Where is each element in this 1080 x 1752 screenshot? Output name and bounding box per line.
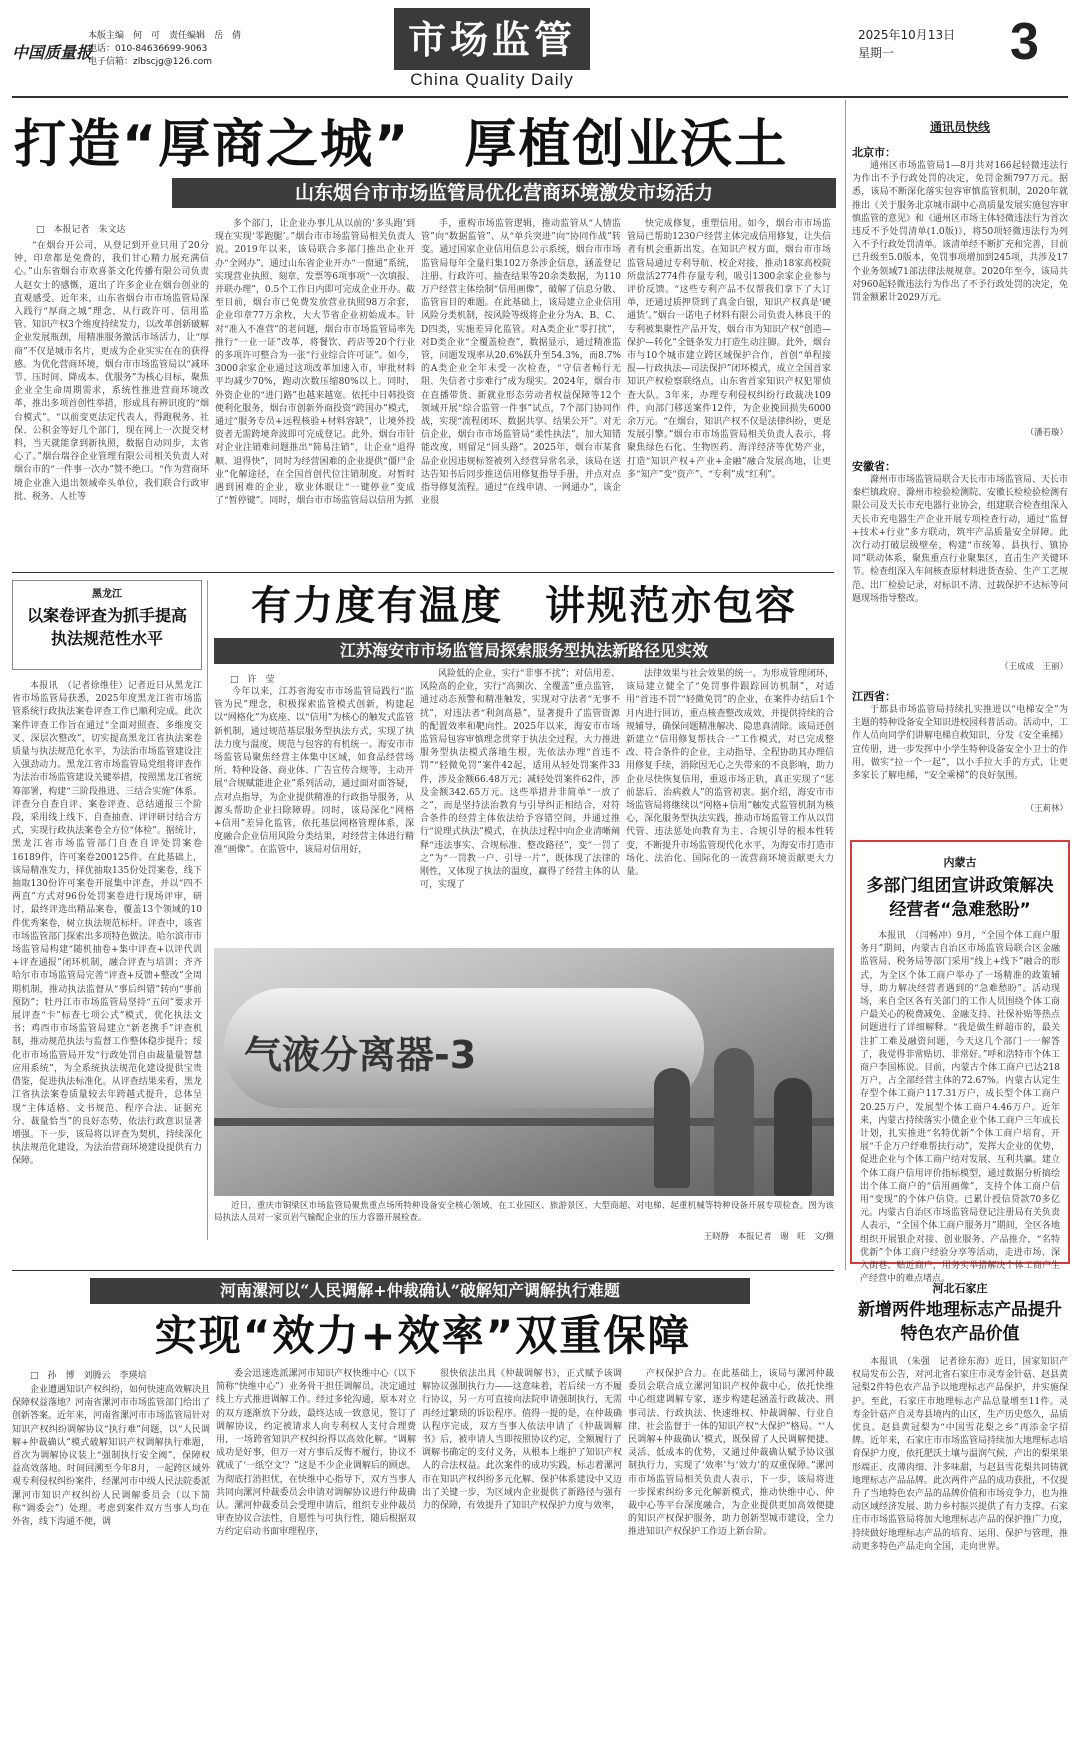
heilongjiang-headline-box	[12, 580, 202, 670]
henan-column-1: 企业遭遇知识产权纠纷，如何快速高效解决且保障权益落地？河南省漯河市市场监管部门给出了创新答案。近年来，河南省漯河市市场监管局针对知识产权纠纷调解协议“执行难”问题，以“人民调解+仲裁确认”模式破解知识产权调解执行难题，首次为调解协议装上“强制执行安全阀”，保障权益高效落地。时间回溯至今年8月，一起跨区域外观专利侵权纠纷案件，经漯河市中级人民法院委派漯河市知识产权纠纷人民调解委员会（以下简称“调委会”）处理。考虑到案件双方当事人均在外省，线下沟通不便，调	[12, 1385, 211, 1528]
inspector-figure-3	[774, 1078, 812, 1196]
flash-item-jiangxi: 江西省： 于都县市场监管局持续扎实推进以“电梯安全”为主题的特种设备安全知识进校园科普活动。活动中，工作人员向同学们讲解电梯自救知识，分发《安全乘梯》宣传册，进一步发挥中小学生特种设备安全小卫士的作用，做实“拉一个一起”，以小手拉大手的方式，让更多家长了解电梯，“安全乘梯”的良好氛围。 （王莉林）	[852, 690, 1069, 814]
photo-caption: 近日，重庆市铜梁区市场监管局聚焦重点场所特种设备安全核心领域，在工业园区、旅游景区、大型商超、对电梯、起重机械等特种设备开展专项检查。图为该局执法人员对一家页岩气输配企业的压力容器开展检查。	[214, 1201, 834, 1223]
hebei-article	[852, 1274, 1068, 1746]
left-column-rule	[207, 580, 208, 1240]
heilongjiang-body: 本报讯 （记者徐维佳）记者近日从黑龙江省市场监管局获悉，2025年度黑龙江省市场监管系统行政执法案卷评查工作已顺利完成。此次案件评查工作旨在通过“全面对照查、多维度交叉、深层次整改”，切实提高黑龙江省执法案卷质量与执法规范化水平，为法治市场监管建设注入强劲动力。黑龙江省市场监管局党组将评查作为法治市场监管建设关键举措，按照黑龙江省统筹部署，构建“三阶段推进、三结合实施”体系。评查分自查自评、案卷评查、总结通报三个阶段，采用线上线下、自查抽查、评评研讨结合方式，实现行政执法案卷全方位“体检”。据统计，黑龙江省市场监管部门自查自评处罚案卷16189件，许可案卷200125件。在此基础上，该局精准发力，择优抽取135份处罚案卷，线下抽取130份许可案卷开展集中评查，并以“四不两直”方式对96份处罚案卷进行现场评审，研讨，最终评选出精品案卷，覆盖13个领域的10件优秀案卷，树立执法规范标杆。评查中，该省市场监管部门探索出多项特色做法。哈尔滨市市场监管局构建“随机抽卷+集中评查+以评代训+评查通报”闭环机制，融合评查与培训；齐齐哈尔市市场监管局完善“评查+反馈+整改”全周期机制，推动执法监督从“事后纠错”转向“事前预防”；牡丹江市市场监管局坚持“五问”要求开展评查“卡”标查七项公式”模式，优化执法文书；鸡西市市场监管局建立“新老携手”评查机制，推动规范执法与监督工作整体稳步提升；绥化市市场监管局开发“行政处罚自由裁量量智慧应用系统”，为全系统执法规范化建设提供宝贵借鉴，促进执法标准化。从评查结果来看，黑龙江省执法案卷质量较去年跨越式提升，总体呈现“主体适格、文书规范、程序合法、证据充分、裁量恰当”的良好态势，依法行政意识显著增强。下一步，该局将以评查为契机，持续深化执法规范化建设，为法治营商环境建设提供有力保障。	[12, 681, 202, 1167]
jiangsu-headline: 有力度有温度 讲规范亦包容	[251, 583, 797, 629]
right-column-rule	[845, 100, 846, 1270]
lead-column-3: 手，重构市场监管逻辑，推动监管从“人情监管”向“数据监管”、从“单兵突进”向“协同作战”转变。通过国家企业信用信息公示系统，烟台市市场监管局每年全量归集102万条涉企信息，涵盖登记注册、行政许可、抽查结果等20余类数据，为110万户经营主体绘制“信用画像”，破解了信息分散、监管盲目的难题。在此基础上，该局建立企业信用风险分类机制，按风险等级将企业分为A、B、C、D四类，实施差异化监管。对A类企业“零打扰”，对D类企业“全覆盖检查”，数据显示，通过精准监管，问题发现率从20.6%跃升至54.3%，而8.7%的A类企业全年未受一次检查，“守信者畅行无阻、失信者寸步难行”成为现实。2024年，烟台市在直播带货、新就业形态劳动者权益保障等12个领域开展“综合监管一件事”试点，7个部门协同作战，实现“流程闭环、数据共享、结果公开”。对无信企业，烟台市市场监管局“柔性执法”，加大知错能改度，则留足“回头路”。2025年，烟台市某食品企业因违规标签被列入经营异常名录，该局在送达告知书后同步推送信用修复指导手册，并点对点指导修复流程。通过“在线申请、一网通办”，该企业很	[421, 219, 622, 507]
henan-column-4: 产权保护合力。在此基础上，该局与漯河仲裁委员会联合成立漯河知识产权仲裁中心，依托快维中心组建调解专家，逐步构建起涵盖行政裁决、刑事司法、行政执法、快速维权、仲裁调解、行业自律、社会监督于一体的知识产权“大保护”格局。“‘人民调解+仲裁确认’模式，既保留了人民调解便捷、灵活、低成本的优势，又通过仲裁确认赋予协议强制执行力，实现了‘效率’与‘效力’的双重保障。”漯河市市场监管局相关负责人表示，下一步，该局将进一步探索纠纷多元化解新模式，推动快维中心、仲裁中心等平台深度融合，为企业提供更加高效便捷的知识产权保护服务，助力创新型城市建设，全力推进知识产权保护工作迈上新台阶。	[628, 1369, 834, 1538]
lead-column-4: 快完成修复，重塑信用。如今，烟台市市场监管局已帮助1230户经营主体完成信用修复，让失信者有机会重新出发。在知识产权方面，烟台市市场监管局通过专利导航、校企对接，推动18家高校院所盘活2774件存量专利，吸引1300余家企业参与评价反馈。“这些专利产品不仅帮我们拿下了大订单，还通过质押贷到了真金白银，知识产权真是‘硬通货’。”烟台一诺电子材料有限公司负责人林良干的专利被集聚性产品开发，烟台市为知识产权“创造—保护—转化”全链条发力打造生动注脚。此外，烟台市与10个城市建立跨区域保护合作，首创“单程接报—行政执法—司法保护”闭环模式，成立全国首家知识产权检察联络点，山东省首家知识产权犯罪侦查大队。3年来，办理专利侵权纠纷行政裁决109件，向部门移送案件12件，为企业挽回损失6000余万元。“在烟台，知识产权不仅是法律纠纷，更是发展引擎。”烟台市市场监管局相关负责人表示，将聚焦绿色石化、生物医药、海洋经济等优势产业，打造“知识产权+产业+金融”融合发展高地，让更多“知产”变“资产”、“专利”成“红利”。	[627, 219, 831, 480]
henan-banner: 河南漯河以“人民调解+仲裁确认”破解知产调解执行难题	[90, 1278, 750, 1304]
inspector-figure-1	[654, 1068, 690, 1188]
section-rule-bottom	[12, 1270, 834, 1271]
jiangsu-column-2: 风险低的企业，实行“非事不扰”；对信用差、风险高的企业，实行“高频次、全覆盖”重点监管，通过动态预警和精准触发，实现对守法者“无事不扰”，对违法者“利剑高悬”，显著提升了监管资源的配置效率和靶向性。2025年以来，海安市市场监管局包容审慎理念贯穿于执法全过程，大力推进服务型执法模式落地生根，先依法办理“首违不罚”“轻微免罚”案件42起，适用从轻处罚案件33件，涉及金额66.48万元；减轻处罚案件62件，涉及金额342.65万元。这些举措并非简单“一放了之”，而是坚持法治教育与引导纠正相结合，对符合条件的经营主体依法给予容错空间，并通过推行“说理式执法”模式，在执法过程中向企业清晰阐释“违法事实、合规标准、整改路径”，变“一罚了之”为“一罚教一户、引导一片”，既体现了法律的刚性，又体现了执法的温度，赢得了经营主体的认可，实现了	[420, 669, 620, 891]
lead-headline: 打造“厚商之城” 厚植创业沃土	[14, 115, 789, 175]
henan-headline: 实现“效力+效率”双重保障	[154, 1311, 692, 1360]
lead-byline: □ 本报记者 朱文达	[36, 225, 126, 235]
neimenggu-article-box	[850, 840, 1070, 1285]
tank-label: 气液分离器-3	[244, 1033, 477, 1077]
lead-column-1: “在烟台开公司，从登记到开业只用了20分钟，印章都是免费的，我们甘心精力展充满信心。”山东省烟台市欢喜茶文化传播有限公司负责人赵女士的感慨，道出了许多企业在烟台创业的直观感受。近年来，山东省烟台市市场监管局深入践行“厚商之城”理念，从行政许可、信用监管、知识产权3个维度持续发力，以改革创新破解企业发展瓶颈，用精准服务激活市场活力，让“厚商”不仅是城市名片，更成为企业实实在在的获得感。为优化营商环境，烟台市市场监管局以“减环节、压时间、降成本、优服务”为核心目标，聚焦企业全生命周期需求，系统性推进营商环境改革，推出多项首创性举措，形成具有辨识度的“烟台模式”。“以前变更法定代表人，得跑税务、社保、公积金等好几个部门，现在网上一次提交材料，当天就能拿到新执照，数据自动同步，太省心了。”烟台瑞谷企业管理有限公司相关负责人对烟台市的“一件事一次办”赞不绝口。“作为营商环境企业准入退出领域牵头单位，我们联合行政审批、税务、人社等	[14, 241, 209, 502]
flash-news-label: 通讯员快线	[929, 120, 990, 134]
page-number: 3	[1010, 13, 1039, 71]
henan-column-3: 很快依法出具《仲裁调解书》，正式赋予该调解协议强制执行力——这意味着，若后续一方不履行协议，另一方可直接向法院申请强制执行，无需再经过繁琐的诉讼程序。值得一提的是，在仲裁确认程序完成，双方当事人依法申请了《仲裁调解书》后，被申请人当即按照协议约定，全额履行了调解书确定的支付义务，从根本上维护了知识产权人的合法权益。此次案件的成功实践，标志着漯河市在知识产权纠纷多元化解、保护体系建设中又迈出了关键一步，为区域内企业提供了新路径与强有力的保障，有效提升了知识产权保护力度与效率，	[422, 1369, 622, 1512]
neimenggu-region: 内蒙古	[943, 856, 977, 869]
heilongjiang-region: 黑龙江	[92, 589, 122, 600]
section-title: 市场监管	[394, 8, 590, 70]
section-subtitle: China Quality Daily	[410, 70, 574, 89]
henan-column-2: 委会迅速选派漯河市知识产权快维中心（以下简称“快维中心”）业务骨干担任调解员，决定通过线上方式推进调解工作。经过多轮沟通，原本对立的双方逐渐放下分歧，最终达成一致意见，签订了调解协议，约定被请求人向专利权人支付合理费用，一场跨省知识产权纠纷得以高效化解。“调解成功是好事，但万一对方事后反悔不履行，协议不就成了‘一纸空文’？”这是不少企业调解后的顾虑。为彻底打消担忧，在快维中心指导下，双方当事人共同向漯河仲裁委员会申请对调解协议进行仲裁确认。漯河仲裁委员会受理申请后，组织专业仲裁员审查协议合法性，自愿性与可执行性，随后根据双方约定启动书面审理程序，	[216, 1369, 416, 1538]
lead-subtitle: 山东烟台市市场监管局优化营商环境激发市场活力	[172, 178, 836, 208]
jiangsu-column-3: 法律效果与社会效果的统一。为形成管理闭环，该局建立健全了“免罚事件跟踪回访机制”，对适用“首违不罚”“轻微免罚”的企业，在案件办结后1个月内进行回访，重点核查整改成效，并提供持续的合规辅导，确保问题精准解决、隐患真清除。该局还创新建立“信用修复帮扶合一”工作模式，对已完成整改、符合条件的企业，主动指导、全程协助其办理信用修复手续，消除因无心之失带来的不良影响，助力企业尽快恢复信用，重返市场正轨，真正实现了“惩前毖后、治病救人”的监管初衷。据介绍，海安市市场监管局将继续以“网格+信用”触发式监管机制为核心，深化服务型执法实践，推动市场监管工作从以罚代管、违法惩处向教育为主、合规引导的根本性转变，不断提升市场监管现代化水平，为海安市打造市场化、法治化、国际化的一流营商环境贡献更大力量。	[626, 669, 834, 878]
inspector-figure-2	[714, 1048, 754, 1196]
flash-item-beijing: 北京市： 通州区市场监管局1—8月共对166起轻微违法行为作出不予行政处罚的决定，免罚金额797万元。据悉，该局不断深化落实包容审慎监管机制，2020年就推出《关于服务北京城市副中心高质量发展实施包容审慎监管的意见》和《通州区市场主体轻微违法行为首次违反不予处罚清单(1.0版)》，将50项轻微违法行为列入不予行政处罚清单。该清单经不断扩充和完善，目前已升级至5.0版本，免罚事项增加到245项，共涉及17个业务领域71部法律法规规章。2020年至今，该局共对960起轻微违法行为作出了不予行政处罚的决定，免罚金额累计2029万元。 （潘若璇）	[852, 146, 1069, 438]
hebei-region: 河北石家庄	[932, 1282, 988, 1295]
photo-credit: 王晓静 本报记者 谢 旺 文/摄	[703, 1232, 834, 1242]
masthead	[0, 0, 1080, 96]
neimenggu-headline: 多部门组团宣讲政策解决经营者“急难愁盼”	[866, 876, 1054, 920]
inspection-photo	[214, 948, 834, 1196]
neimenggu-body: 本报讯 （闫畅冲）9月，“全国个体工商户服务月”期间，内蒙古自治区市场监管局联合区金融监管局、税务局等部门采用“线上+线下”融合的形式，为全区个体工商户举办了一场精准的政策辅导，助力解决经营者遇到的“急难愁盼”。活动现场，来自全区各有关部门的工作人员围绕个体工商户最关心的税费减免、金融支持、社保补贴等热点问题进行了详细解释。“我是做生鲜超市的，最关注扩工难及融资问题，今天这几个部门一一解答了，我觉得非常贴切、非常好。”呼和浩特市个体工商户李国栋说。目前，内蒙古个体工商户已达218万户，占全部经营主体的72.67%。内蒙古认定生存型个体工商户117.31万户，成长型个体工商户20.25万户，发展型个体工商户4.46万户。近年来，内蒙古持续落实小微企业个体工商户三年成长计划，扎实推进“名特优新”个体工商户培育，开展“千企万户纾难帮扶行动”，发挥大企业的优势，促进企业与个体工商户结对发展、互利共赢。建立个体工商户信用评价指标模型，通过数据分析搞绘出个体工商户的“信用画像”，支持个体工商户信用“变现”的个体户信贷。已累计授信贷款70多亿元。内蒙古自治区市场监管局登记注册局有关负责人表示，“全国个体工商户服务月”期间，全区各地组织开展银企对接、创业服务、产品推介，“名特优新”个体工商户经验分享等活动，走进市场、深入街巷、贴近商户，用务实举措解决个体工商户生产经营中的难点堵点。	[860, 931, 1060, 1285]
hebei-body: 本报讯 （朱强 记者徐东海）近日，国家知识产权局发布公告，对河北省石家庄市灵寿金针菇、赵县黄冠梨2件特色农产品予以地理标志产品保护，并实施保护。至此，石家庄市地理标志产品总量增至11件。灵寿金针菇产自灵寿县境内的山区，生产历史悠久，品质优良。赵县黄冠梨为“中国雪花梨之乡”再添金字招牌。近年来，石家庄市市场监管局持续加大地理标志培育保护力度，依托肥沃土壤与温润气候，产出的梨果果形端正、皮薄肉细、汁多味甜，与赵县雪花梨共同铸就地理标志产品品牌。此次两件产品的成功获批，不仅提升了当地特色农产品的品牌价值和市场竞争力，也为推动区域经济发展、助力乡村振兴提供了有力支撑。石家庄市市场监管局将加大地理标志产品的保护推广力度，持续做好地理标志产品的培育、运用、保护与管理，推动更多特色产品走向全国，走向世界。	[852, 1357, 1069, 1552]
henan-byline: □ 孙 博 刘腾云 李瑛培	[30, 1371, 147, 1381]
jiangsu-byline: □ 许 莹	[230, 675, 275, 685]
issue-date: 2025年10月13日 星期一	[858, 28, 956, 60]
jiangsu-subtitle: 江苏海安市市场监管局探索服务型执法新路径见实效	[214, 638, 834, 664]
masthead-rule	[12, 96, 1068, 98]
lead-column-2: 多个部门，让企业办事儿从以前的‘多头跑’到现在实现‘零跑腿’。”烟台市市场监管局相关负责人说。2019年以来，该局联合多部门推出企业开办“全网办”，通过山东省企业开办“一窗通”系统，实现营业执照、刻章、发票等6项事项“一次填报、并联办理”，0.5个工作日内即可完成企业开办。截至目前，烟台市已免费发放营业执照98万余套，企业印章77万余枚，大大节省企业初始成本。针对“准入不准营”的老问题，烟台市市场监管局率先推行“一业一证”改革，将餐饮、药店等20个行业的多项许可整合为一张“行业综合许可证”。如今，3000余家企业通过这项改革加速入市，审批材料平均减少70%，跑动次数压缩80%以上。同时，外资企业的“进门路”也越来越宽。依托中日韩投资便利化服务，烟台市创新外商投资“跨国办”模式，通过“服务专员+远程核验+材料容缺”，让境外投资者无需跨境奔波即可完成登记。此外，烟台市针对企业注销难问题推出“简易注销”，让企业“退得顺、退得快”，同时为经营困难的企业提供“僵尸企业”化解途径，在全国首创代位注销制度。对暂时遇到困难的企业，歇业休眠让“一键停业”变成了“暂停键”。同时，烟台市市场监管局以信用为抓	[215, 219, 415, 507]
editors-info: 本版主编 何 可 责任编辑 岳 倩 电话：010-84636699-9063 电子信箱：zlbscjg@126.com	[88, 31, 242, 67]
hebei-headline: 新增两件地理标志产品提升特色农产品价值	[858, 1300, 1062, 1344]
section-rule-mid	[12, 572, 834, 573]
flash-news-list	[852, 144, 1068, 818]
heilongjiang-headline: 以案卷评查为抓手提高执法规范性水平	[26, 606, 187, 648]
jiangsu-column-1: 今年以来，江苏省海安市市场监管局践行“监管为民”理念，积极探索监管模式创新，构建起以“网格化”为底座、以“信用”为核心的触发式监管新机制，通过规范基层服务型执法方式，实现了执法力度与温度，规范与包容的有机统一。海安市市场监管局聚焦经营主体集中区域，如食品经营场所、特种设备、商业体、广告宣传合规等，主动开展“合规赋能进企业”系列活动，通过面对面答疑，点对点指导，为企业提供精准的行政指导服务，从源头帮助企业扫除障碍。同时，该局深化“网格+信用”差异化监管，依托基层网格管理体系，深度融合企业信用风险分类结果，对经营主体进行精准“画像”。在监管中，该局对信用好，	[214, 687, 414, 856]
flash-item-anhui: 安徽省： 滁州市市场监管局联合天长市市场监管局、天长市秦栏镇政府、滁州市检验检测院、安徽长检检验检测有限公司及天长市充电器行业协会，组建联合检查组深入天长市充电器生产企业开展专项检查行动，通过“监督+技术+行业”多方联动，筑牢产品质量安全屏障。此次行动打破层级壁垒，构建“市统筹、县执行、镇协同”联动体系，聚焦重点行业聚集区，直击生产关键环节。检查组深入车间核查原材料进货查验、生产工艺规范、出厂检验记录，对标识不清、过载保护不达标等问题现场指导整改。 （王成成 王丽）	[852, 460, 1069, 672]
newspaper-logo: 中国质量报	[12, 43, 93, 62]
